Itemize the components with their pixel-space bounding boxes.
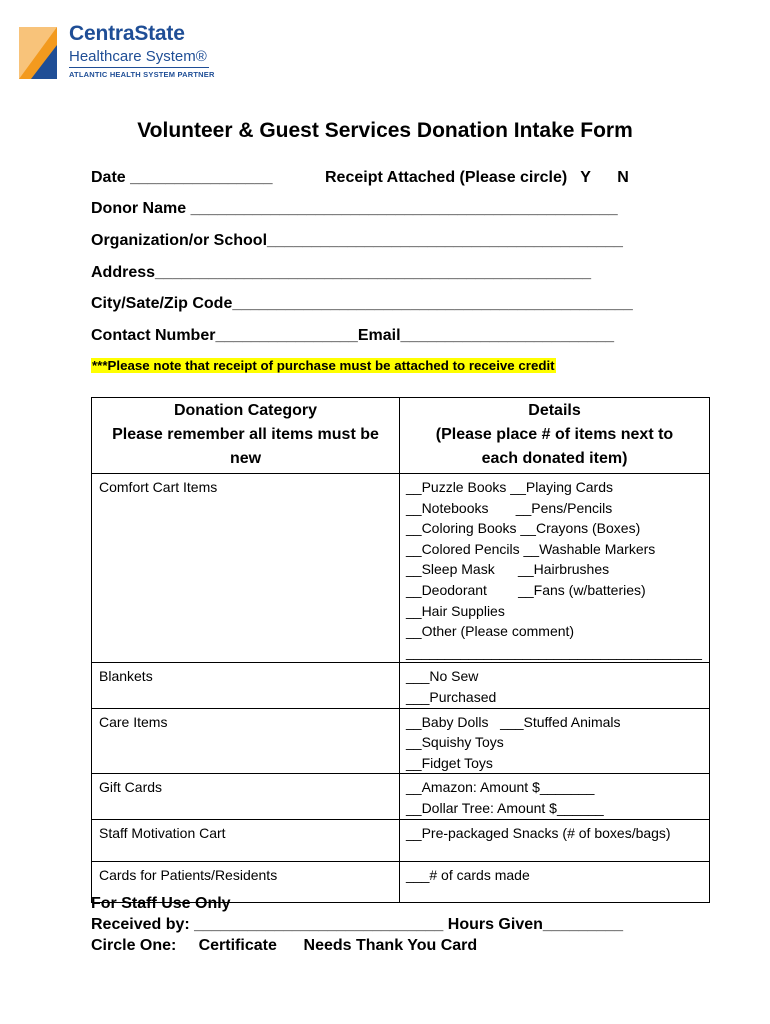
category-header-line: new	[229, 450, 262, 467]
circle-one-options[interactable]: Circle One: Certificate Needs Thank You Card	[91, 937, 478, 954]
receipt-attached-field[interactable]: Receipt Attached (Please circle) Y N	[325, 169, 629, 186]
item-line[interactable]: ___No Sew	[406, 668, 479, 685]
receipt-note: ***Please note that receipt of purchase must be attached to receive credit	[92, 358, 555, 373]
table-row	[92, 708, 710, 774]
logo-divider	[69, 67, 209, 68]
details-cell	[400, 774, 710, 819]
item-line[interactable]: __Baby Dolls ___Stuffed Animals	[406, 713, 621, 730]
category-cell: Cards for Patients/Residents	[92, 861, 400, 902]
category-cell: Blankets	[92, 663, 400, 708]
comment-line[interactable]: ______________________________________	[406, 643, 702, 660]
details-header-title: Details	[528, 402, 581, 419]
item-line[interactable]: ___# of cards made	[406, 866, 530, 883]
item-line[interactable]: __Other (Please comment)	[406, 623, 575, 640]
table-row	[92, 474, 710, 663]
item-line[interactable]: __Dollar Tree: Amount $______	[406, 799, 604, 816]
item-line[interactable]: __Sleep Mask __Hairbrushes	[406, 561, 610, 578]
details-cell	[400, 663, 710, 708]
item-line[interactable]: __Hair Supplies	[406, 602, 505, 619]
category-header	[92, 398, 400, 474]
details-cell	[400, 819, 710, 861]
category-header-line: Please remember all items must be	[112, 426, 379, 443]
item-line[interactable]: __Deodorant __Fans (w/batteries)	[406, 581, 646, 598]
item-line[interactable]: __Fidget Toys	[406, 754, 493, 771]
logo-partner: ATLANTIC HEALTH SYSTEM PARTNER	[69, 70, 215, 79]
received-by-field[interactable]: Received by: ____________________________ Hours Given_________	[91, 916, 623, 933]
category-cell: Staff Motivation Cart	[92, 819, 400, 861]
item-line[interactable]: ___Purchased	[406, 688, 497, 705]
details-cell	[400, 708, 710, 774]
item-line[interactable]: __Coloring Books __Crayons (Boxes)	[406, 520, 641, 537]
table-row	[92, 774, 710, 819]
contact-email-field[interactable]: Contact Number________________Email________________________	[91, 327, 615, 344]
category-cell: Care Items	[92, 708, 400, 774]
details-cell	[400, 474, 710, 663]
address-field[interactable]: Address_________________________________________________	[91, 264, 592, 281]
item-line[interactable]: __Pre-packaged Snacks (# of boxes/bags)	[406, 824, 671, 841]
staff-use-section	[91, 893, 623, 956]
logo-mark-icon	[19, 27, 57, 79]
item-line[interactable]: __Squishy Toys	[406, 734, 504, 751]
details-header-line: each donated item)	[481, 450, 628, 467]
donor-name-field[interactable]: Donor Name ________________________________________________	[91, 200, 618, 217]
logo-subtitle: Healthcare System®	[69, 48, 207, 65]
category-cell: Comfort Cart Items	[92, 474, 400, 663]
details-header	[400, 398, 710, 474]
donation-table	[91, 397, 710, 903]
table-row	[92, 819, 710, 861]
item-line[interactable]: __Notebooks __Pens/Pencils	[406, 499, 613, 516]
form-title: Volunteer & Guest Services Donation Intake Form	[137, 119, 633, 142]
date-field[interactable]: Date ________________	[91, 169, 273, 186]
details-header-line: (Please place # of items next to	[435, 426, 674, 443]
category-header-title: Donation Category	[173, 402, 318, 419]
item-line[interactable]: __Puzzle Books __Playing Cards	[406, 479, 614, 495]
category-cell: Gift Cards	[92, 774, 400, 819]
city-state-zip-field[interactable]: City/Sate/Zip Code_____________________________________________	[91, 295, 633, 312]
staff-use-heading: For Staff Use Only	[91, 895, 231, 912]
table-row	[92, 663, 710, 708]
table-header-row	[92, 398, 710, 474]
item-line[interactable]: __Amazon: Amount $_______	[406, 779, 595, 796]
logo-name: CentraState	[69, 22, 185, 45]
item-line[interactable]: __Colored Pencils __Washable Markers	[406, 540, 656, 557]
centrastate-logo	[19, 24, 219, 84]
organization-field[interactable]: Organization/or School________________________________________	[91, 232, 623, 249]
